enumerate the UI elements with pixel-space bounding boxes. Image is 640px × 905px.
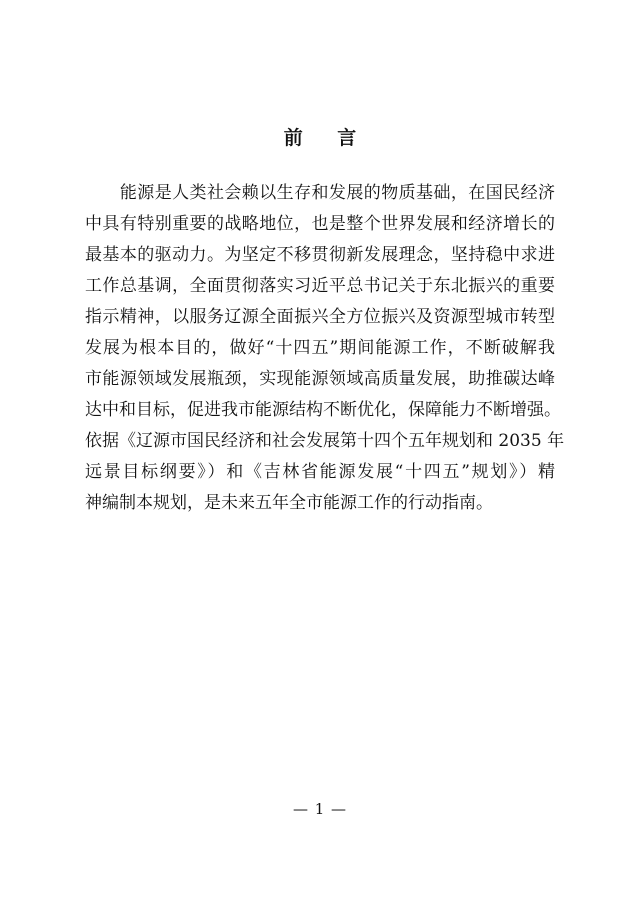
paragraph-line: 最基本的驱动力。为坚定不移贯彻新发展理念，坚持稳中求进 [85, 245, 555, 265]
paragraph-line: 能源是人类社会赖以生存和发展的物质基础，在国民经济 [85, 183, 555, 203]
preface-paragraph [85, 178, 565, 519]
paragraph-line: 中具有特别重要的战略地位，也是整个世界发展和经济增长的 [85, 214, 555, 234]
paragraph-line: 指示精神，以服务辽源全面振兴全方位振兴及资源型城市转型 [85, 307, 555, 327]
page-number: — 1 — [292, 800, 348, 818]
paragraph-line: 工作总基调，全面贯彻落实习近平总书记关于东北振兴的重要 [85, 276, 555, 296]
paragraph-line: 达中和目标，促进我市能源结构不断优化，保障能力不断增强。 [85, 400, 561, 420]
paragraph-line: 发展为根本目的，做好“十四五”期间能源工作，不断破解我 [85, 338, 555, 358]
paragraph-line: 市能源领域发展瓶颈，实现能源领域高质量发展，助推碳达峰 [85, 369, 555, 389]
page-title: 前 言 [283, 127, 371, 149]
paragraph-line: 远景目标纲要》）和《吉林省能源发展“十四五”规划》）精 [85, 462, 555, 482]
paragraph-line: 神编制本规划，是未来五年全市能源工作的行动指南。 [85, 493, 493, 513]
paragraph-line: 依据《辽源市国民经济和社会发展第十四个五年规划和 2035 年 [85, 431, 565, 451]
